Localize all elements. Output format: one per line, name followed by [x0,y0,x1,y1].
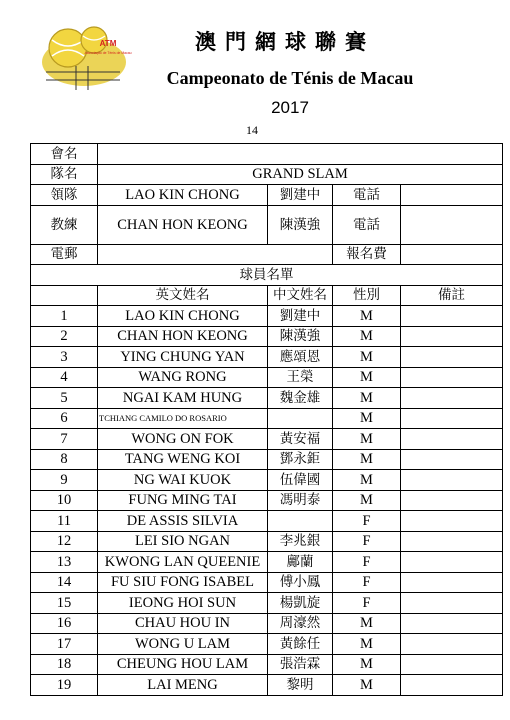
player-chinese-name[interactable]: 魏金雄 [268,388,333,409]
player-row [31,552,503,573]
player-number: 18 [31,654,98,675]
header-number [31,285,98,306]
player-english-name[interactable]: NG WAI KUOK [98,470,268,491]
player-chinese-name[interactable]: 陳漢強 [268,326,333,347]
year: 2017 [271,98,309,117]
player-remark[interactable] [401,326,503,347]
player-english-name[interactable]: YING CHUNG YAN [98,347,268,368]
player-english-name[interactable]: FUNG MING TAI [98,490,268,511]
coach-row [31,205,503,244]
player-number: 13 [31,552,98,573]
player-chinese-name[interactable]: 張浩霖 [268,654,333,675]
player-chinese-name[interactable]: 楊凱旋 [268,593,333,614]
coach-phone-label: 電話 [333,205,401,244]
player-remark[interactable] [401,347,503,368]
page-number: 14 [246,123,258,137]
registration-form [30,143,503,696]
player-row [31,654,503,675]
player-number: 12 [31,531,98,552]
player-chinese-name[interactable]: 鄺蘭 [268,552,333,573]
email-row [31,244,503,265]
player-remark[interactable] [401,306,503,327]
player-remark[interactable] [401,367,503,388]
player-gender[interactable]: F [333,572,401,593]
leader-chinese-name[interactable]: 劉建中 [268,185,333,206]
header-remarks: 備註 [401,285,503,306]
player-english-name[interactable]: TCHIANG CAMILO DO ROSARIO [98,408,268,429]
player-remark[interactable] [401,613,503,634]
player-remark[interactable] [401,490,503,511]
player-gender[interactable]: M [333,326,401,347]
player-number: 11 [31,511,98,532]
player-remark[interactable] [401,675,503,696]
player-chinese-name[interactable]: 王榮 [268,367,333,388]
player-english-name[interactable]: LAI MENG [98,675,268,696]
player-row [31,511,503,532]
fee-value[interactable] [401,244,503,265]
player-gender[interactable]: M [333,634,401,655]
player-gender[interactable]: M [333,654,401,675]
roster-title-row [31,265,503,286]
header-english-name: 英文姓名 [98,285,268,306]
header-chinese-name: 中文姓名 [268,285,333,306]
title-portuguese: Campeonato de Ténis de Macau [166,68,414,88]
player-remark[interactable] [401,593,503,614]
player-gender[interactable]: M [333,675,401,696]
player-gender[interactable]: M [333,449,401,470]
leader-phone-label: 電話 [333,185,401,206]
player-row [31,367,503,388]
player-english-name[interactable]: IEONG HOI SUN [98,593,268,614]
player-remark[interactable] [401,511,503,532]
player-number: 4 [31,367,98,388]
header-gender: 性別 [333,285,401,306]
player-gender[interactable]: M [333,347,401,368]
player-gender[interactable]: M [333,388,401,409]
player-row [31,593,503,614]
player-chinese-name[interactable]: 伍偉國 [268,470,333,491]
player-chinese-name[interactable]: 劉建中 [268,306,333,327]
team-label: 隊名 [31,164,98,185]
player-chinese-name[interactable]: 應頌恩 [268,347,333,368]
player-english-name[interactable]: WONG U LAM [98,634,268,655]
leader-phone[interactable] [401,185,503,206]
player-remark[interactable] [401,552,503,573]
logo-text: Associação de Ténis de Macau [84,51,132,55]
player-row [31,470,503,491]
player-english-name[interactable]: CHAU HOU IN [98,613,268,634]
player-english-name[interactable]: TANG WENG KOI [98,449,268,470]
player-english-name[interactable]: KWONG LAN QUEENIE [98,552,268,573]
player-row [31,613,503,634]
player-row [31,490,503,511]
email-value[interactable] [98,244,333,265]
team-row [31,164,503,185]
title-chinese: 澳門網球聯賽 [195,29,375,54]
player-number: 16 [31,613,98,634]
player-english-name[interactable]: CHEUNG HOU LAM [98,654,268,675]
player-number: 19 [31,675,98,696]
leader-english-name[interactable]: LAO KIN CHONG [98,185,268,206]
player-row [31,634,503,655]
player-number: 17 [31,634,98,655]
player-remark[interactable] [401,429,503,450]
team-value[interactable]: GRAND SLAM [98,164,503,185]
player-number: 2 [31,326,98,347]
player-chinese-name[interactable]: 黃餘任 [268,634,333,655]
player-chinese-name[interactable]: 傅小鳳 [268,572,333,593]
player-remark[interactable] [401,531,503,552]
player-gender[interactable]: M [333,470,401,491]
player-chinese-name[interactable]: 黃安福 [268,429,333,450]
player-number: 7 [31,429,98,450]
player-english-name[interactable]: FU SIU FONG ISABEL [98,572,268,593]
player-remark[interactable] [401,470,503,491]
player-remark[interactable] [401,634,503,655]
player-english-name[interactable]: DE ASSIS SILVIA [98,511,268,532]
player-number: 3 [31,347,98,368]
player-row [31,347,503,368]
player-english-name[interactable]: WONG ON FOK [98,429,268,450]
player-row [31,388,503,409]
player-chinese-name[interactable] [268,511,333,532]
coach-phone[interactable] [401,205,503,244]
player-remark[interactable] [401,654,503,675]
association-row [31,144,503,165]
association-value[interactable] [98,144,503,165]
player-number: 15 [31,593,98,614]
player-gender[interactable]: M [333,408,401,429]
player-english-name[interactable]: LAO KIN CHONG [98,306,268,327]
association-label: 會名 [31,144,98,165]
email-label: 電郵 [31,244,98,265]
player-chinese-name[interactable]: 周濠然 [268,613,333,634]
player-row [31,675,503,696]
roster-title: 球員名單 [31,265,503,286]
player-remark[interactable] [401,388,503,409]
player-chinese-name[interactable]: 李兆銀 [268,531,333,552]
player-row [31,531,503,552]
player-chinese-name[interactable]: 黎明 [268,675,333,696]
player-remark[interactable] [401,408,503,429]
player-remark[interactable] [401,572,503,593]
player-chinese-name[interactable]: 馮明泰 [268,490,333,511]
player-english-name[interactable]: NGAI KAM HUNG [98,388,268,409]
player-row [31,449,503,470]
player-english-name[interactable]: WANG RONG [98,367,268,388]
player-english-name[interactable]: LEI SIO NGAN [98,531,268,552]
player-gender[interactable]: M [333,367,401,388]
player-gender[interactable]: F [333,593,401,614]
player-row [31,408,503,429]
player-number: 8 [31,449,98,470]
player-number: 14 [31,572,98,593]
player-gender[interactable]: F [333,531,401,552]
player-row [31,326,503,347]
association-logo [38,20,142,100]
player-number: 6 [31,408,98,429]
player-gender[interactable]: F [333,511,401,532]
player-number: 5 [31,388,98,409]
fee-label: 報名費 [333,244,401,265]
player-gender[interactable]: M [333,490,401,511]
leader-label: 領隊 [31,185,98,206]
player-number: 1 [31,306,98,327]
player-english-name[interactable]: CHAN HON KEONG [98,326,268,347]
player-chinese-name[interactable]: 鄧永鉅 [268,449,333,470]
player-gender[interactable]: F [333,552,401,573]
player-gender[interactable]: M [333,429,401,450]
coach-chinese-name[interactable]: 陳漢強 [268,205,333,244]
logo-badge: ATM [99,39,117,48]
coach-label: 教練 [31,205,98,244]
player-chinese-name[interactable] [268,408,333,429]
player-number: 10 [31,490,98,511]
coach-english-name[interactable]: CHAN HON KEONG [98,205,268,244]
player-gender[interactable]: M [333,613,401,634]
player-row [31,429,503,450]
player-number: 9 [31,470,98,491]
player-row [31,572,503,593]
player-row [31,306,503,327]
roster-header-row [31,285,503,306]
player-gender[interactable]: M [333,306,401,327]
leader-row [31,185,503,206]
player-remark[interactable] [401,449,503,470]
